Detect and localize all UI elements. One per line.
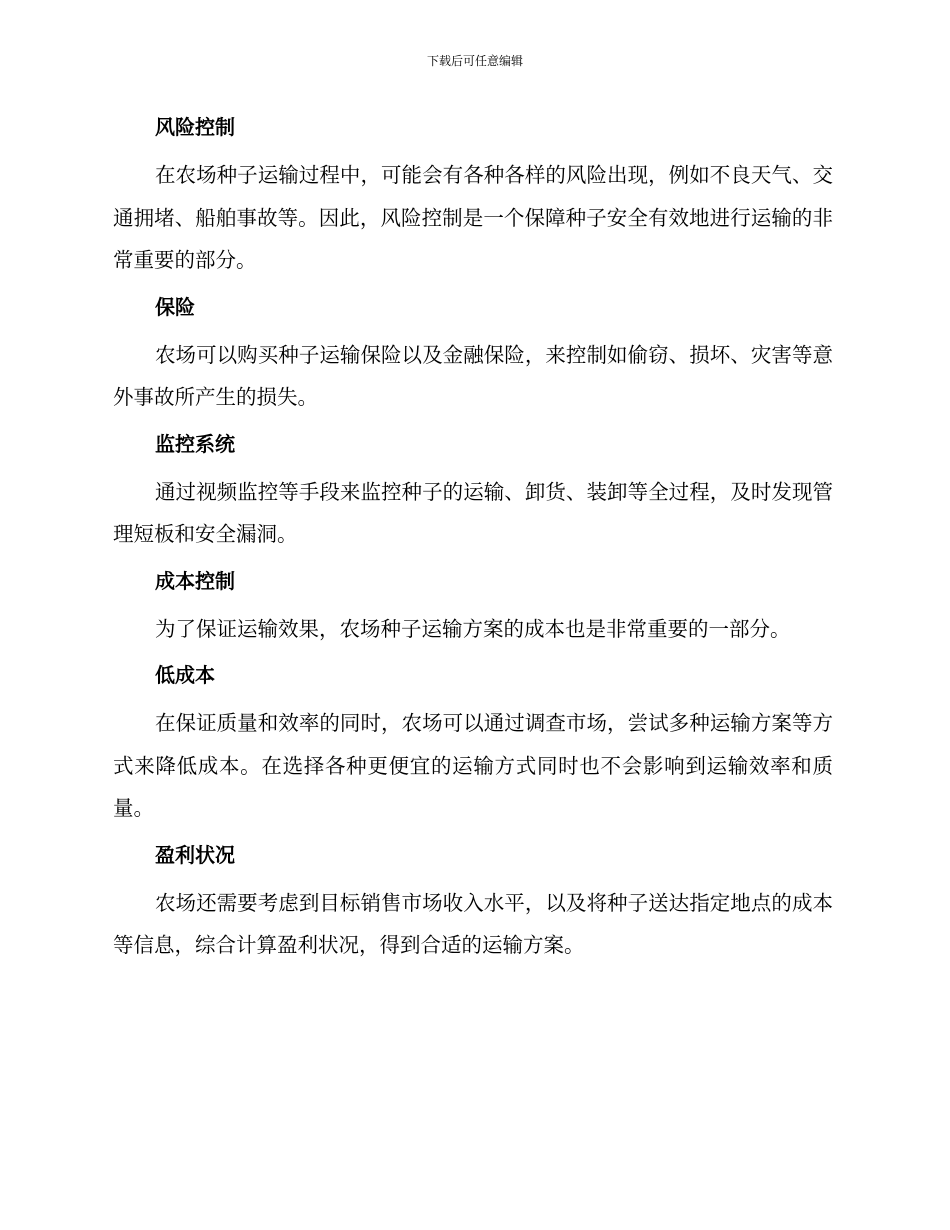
section-heading: 保险 [155, 294, 195, 319]
section-paragraph: 在保证质量和效率的同时，农场可以通过调查市场，尝试多种运输方案等方式来降低成本。在选择各种更便宜的运输方式同时也不会影响到运输效率和质量。 [113, 711, 833, 820]
section-paragraph: 在农场种子运输过程中，可能会有各种各样的风险出现，例如不良天气、交通拥堵、船舶事故等。因此，风险控制是一个保障种子安全有效地进行运输的非常重要的部分。 [113, 163, 833, 272]
section-cost-control [113, 562, 833, 651]
section-paragraph: 为了保证运输效果，农场种子运输方案的成本也是非常重要的一部分。 [155, 616, 791, 641]
section-heading: 低成本 [155, 663, 215, 687]
section-paragraph: 通过视频监控等手段来监控种子的运输、卸货、装卸等全过程，及时发现管理短板和安全漏洞。 [113, 479, 833, 546]
section-low-cost [113, 656, 833, 830]
page-header-note: 下载后可任意编辑 [426, 54, 523, 68]
section-profitability [113, 836, 833, 967]
section-risk-control [113, 108, 833, 282]
section-paragraph: 农场还需要考虑到目标销售市场收入水平，以及将种子送达指定地点的成本等信息，综合计算盈利状况，得到合适的运输方案。 [113, 890, 833, 957]
section-paragraph: 农场可以购买种子运输保险以及金融保险，来控制如偷窃、损坏、灾害等意外事故所产生的损失。 [113, 342, 833, 409]
section-heading: 监控系统 [155, 431, 235, 456]
section-heading: 成本控制 [155, 568, 235, 593]
section-insurance [113, 288, 833, 419]
section-heading: 盈利状况 [155, 842, 235, 867]
document-body [113, 108, 833, 973]
section-monitoring-system [113, 425, 833, 556]
section-heading: 风险控制 [155, 115, 235, 139]
